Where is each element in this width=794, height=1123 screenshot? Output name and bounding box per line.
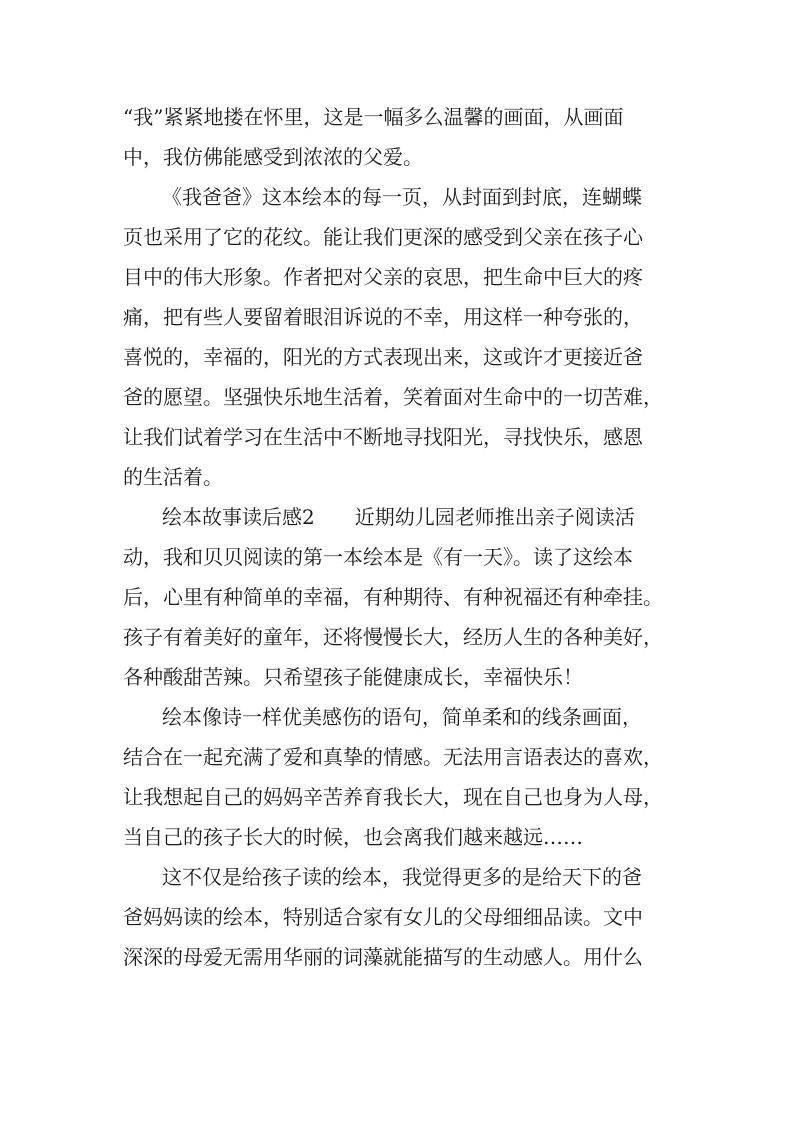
text-line: 让我们试着学习在生活中不断地寻找阳光，寻找快乐，感恩 [123, 425, 643, 449]
paragraph-start: 《我爸爸》这本绘本的每一页，从封面到封底，连蝴蝶 [162, 185, 642, 209]
paragraph-start: 绘本像诗一样优美感伤的语句，简单柔和的线条画面， [162, 705, 642, 729]
text-line: 爸的愿望。坚强快乐地生活着，笑着面对生命中的一切苦难， [123, 385, 663, 409]
text-line: 喜悦的，幸福的，阳光的方式表现出来，这或许才更接近爸 [123, 345, 643, 369]
text-line: 页也采用了它的花纹。能让我们更深的感受到父亲在孩子心 [123, 225, 643, 249]
text-line: 结合在一起充满了爱和真挚的情感。无法用言语表达的喜欢， [123, 745, 663, 769]
text-line: 当自己的孩子长大的时候，也会离我们越来越远…… [123, 825, 583, 849]
text-line: 的生活着。 [123, 465, 223, 489]
text-line: 动，我和贝贝阅读的第一本绘本是《有一天》。读了这绘本 [123, 545, 633, 569]
text-line: 目中的伟大形象。作者把对父亲的哀思，把生命中巨大的疼 [123, 265, 643, 289]
text-line: 爸妈妈读的绘本，特别适合家有女儿的父母细细品读。文中 [123, 905, 643, 929]
text-line: 中，我仿佛能感受到浓浓的父爱。 [123, 145, 423, 169]
text-line: 深深的母爱无需用华丽的词藻就能描写的生动感人。用什么 [123, 945, 643, 969]
text-line: 痛，把有些人要留着眼泪诉说的不幸，用这样一种夸张的， [123, 305, 643, 329]
text-line: 各种酸甜苦辣。只希望孩子能健康成长，幸福快乐！ [123, 665, 583, 689]
section-heading-line: 绘本故事读后感2 近期幼儿园老师推出亲子阅读活 [162, 505, 635, 529]
paragraph-start: 这不仅是给孩子读的绘本，我觉得更多的是给天下的爸 [162, 865, 642, 889]
text-line: “我”紧紧地搂在怀里，这是一幅多么温馨的画面，从画面 [123, 105, 624, 129]
text-line: 后，心里有种简单的幸福，有种期待、有种祝福还有种牵挂。 [123, 585, 663, 609]
text-line: 孩子有着美好的童年，还将慢慢长大，经历人生的各种美好， [123, 625, 663, 649]
text-line: 让我想起自己的妈妈辛苦养育我长大，现在自己也身为人母， [123, 785, 663, 809]
